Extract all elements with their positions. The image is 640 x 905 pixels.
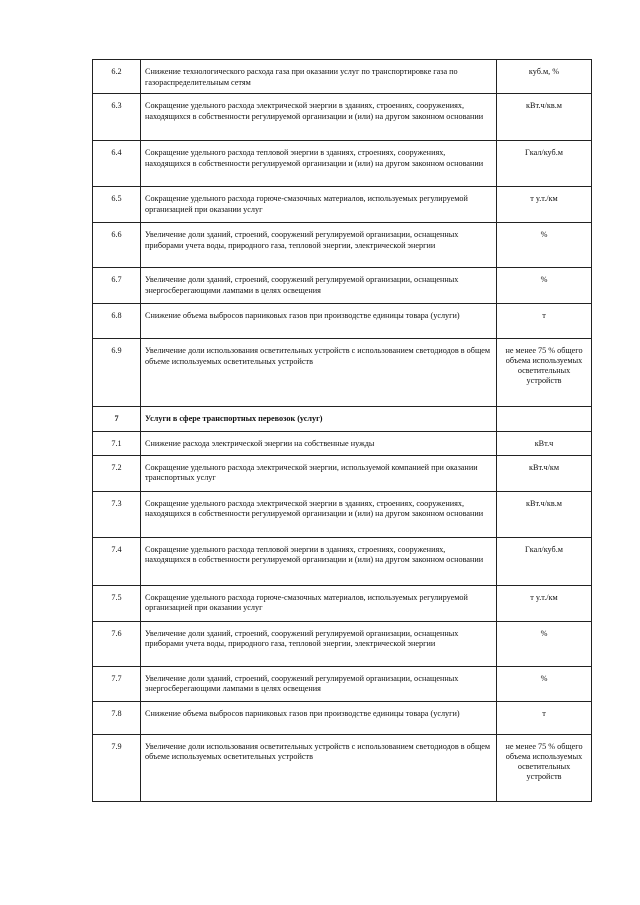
row-number: 6.2	[93, 60, 141, 94]
table-row	[93, 734, 592, 801]
row-number: 6.6	[93, 223, 141, 268]
row-number: 7.8	[93, 701, 141, 734]
row-number: 7.7	[93, 666, 141, 701]
row-description: Увеличение доли использования осветительных устройств с использованием светодиодов в общем объеме используемых осветительных устройств	[141, 734, 497, 801]
row-description: Увеличение доли зданий, строений, сооружений регулируемой организации, оснащенных энергосберегающими лампами в целях освещения	[141, 268, 497, 304]
table-row	[93, 621, 592, 666]
row-unit: %	[497, 621, 592, 666]
indicators-table	[92, 59, 592, 802]
row-description: Увеличение доли зданий, строений, сооружений регулируемой организации, оснащенных приборами учета воды, природного газа, тепловой энергии, электрической энергии	[141, 621, 497, 666]
row-description: Увеличение доли зданий, строений, сооружений регулируемой организации, оснащенных энергосберегающими лампами в целях освещения	[141, 666, 497, 701]
table-row	[93, 304, 592, 339]
row-description: Сокращение удельного расхода горюче-смазочных материалов, используемых регулируемой организацией при оказании услуг	[141, 187, 497, 223]
row-description: Сокращение удельного расхода электрической энергии в зданиях, строениях, сооружениях, находящихся в собственности регулируемой организации и (или) на другом законном основании	[141, 491, 497, 537]
row-description: Снижение расхода электрической энергии на собственные нужды	[141, 432, 497, 456]
row-unit: т у.т./км	[497, 187, 592, 223]
table-row	[93, 141, 592, 187]
row-unit: кВт.ч/кв.м	[497, 94, 592, 141]
row-unit: %	[497, 268, 592, 304]
row-number: 7.4	[93, 537, 141, 585]
row-description: Услуги в сфере транспортных перевозок (услуг)	[141, 407, 497, 432]
row-number: 7.2	[93, 455, 141, 491]
row-unit: Гкал/куб.м	[497, 537, 592, 585]
row-unit: т у.т./км	[497, 585, 592, 621]
row-description: Увеличение доли использования осветительных устройств с использованием светодиодов в общем объеме используемых осветительных устройств	[141, 339, 497, 407]
table-row	[93, 60, 592, 94]
row-number: 7.3	[93, 491, 141, 537]
table-row	[93, 432, 592, 456]
row-unit: не менее 75 % общего объема используемых осветительных устройств	[497, 339, 592, 407]
row-number: 6.3	[93, 94, 141, 141]
row-unit: куб.м, %	[497, 60, 592, 94]
table-row	[93, 455, 592, 491]
row-number: 6.4	[93, 141, 141, 187]
row-description: Сокращение удельного расхода тепловой энергии в зданиях, строениях, сооружениях, находящихся в собственности регулируемой организации и (или) на другом законном основании	[141, 537, 497, 585]
table-row	[93, 339, 592, 407]
row-unit: не менее 75 % общего объема используемых осветительных устройств	[497, 734, 592, 801]
row-description: Снижение объема выбросов парниковых газов при производстве единицы товара (услуги)	[141, 701, 497, 734]
row-unit: т	[497, 304, 592, 339]
row-number: 6.5	[93, 187, 141, 223]
table-row	[93, 187, 592, 223]
table-row	[93, 407, 592, 432]
row-description: Снижение технологического расхода газа при оказании услуг по транспортировке газа по газораспределительным сетям	[141, 60, 497, 94]
table-row	[93, 491, 592, 537]
row-unit	[497, 407, 592, 432]
row-unit: кВт.ч/кв.м	[497, 491, 592, 537]
row-number: 7.1	[93, 432, 141, 456]
row-unit: кВт.ч/км	[497, 455, 592, 491]
row-description: Сокращение удельного расхода горюче-смазочных материалов, используемых регулируемой организацией при оказании услуг	[141, 585, 497, 621]
row-description: Сокращение удельного расхода тепловой энергии в зданиях, строениях, сооружениях, находящихся в собственности регулируемой организации и (или) на другом законном основании	[141, 141, 497, 187]
table-row	[93, 94, 592, 141]
row-description: Увеличение доли зданий, строений, сооружений регулируемой организации, оснащенных приборами учета воды, природного газа, тепловой энергии, электрической энергии	[141, 223, 497, 268]
row-description: Сокращение удельного расхода электрической энергии в зданиях, строениях, сооружениях, находящихся в собственности регулируемой организации и (или) на другом законном основании	[141, 94, 497, 141]
row-unit: %	[497, 223, 592, 268]
row-number: 7.6	[93, 621, 141, 666]
table-row	[93, 666, 592, 701]
table-row	[93, 701, 592, 734]
row-number: 7.9	[93, 734, 141, 801]
row-number: 6.7	[93, 268, 141, 304]
row-number: 7	[93, 407, 141, 432]
row-unit: %	[497, 666, 592, 701]
table-body	[93, 60, 592, 802]
row-unit: Гкал/куб.м	[497, 141, 592, 187]
table-row	[93, 537, 592, 585]
row-description: Сокращение удельного расхода электрической энергии, используемой компанией при оказании транспортных услуг	[141, 455, 497, 491]
table-row	[93, 585, 592, 621]
row-number: 7.5	[93, 585, 141, 621]
row-number: 6.9	[93, 339, 141, 407]
table-row	[93, 268, 592, 304]
table-row	[93, 223, 592, 268]
row-description: Снижение объема выбросов парниковых газов при производстве единицы товара (услуги)	[141, 304, 497, 339]
row-unit: т	[497, 701, 592, 734]
row-unit: кВт.ч	[497, 432, 592, 456]
row-number: 6.8	[93, 304, 141, 339]
